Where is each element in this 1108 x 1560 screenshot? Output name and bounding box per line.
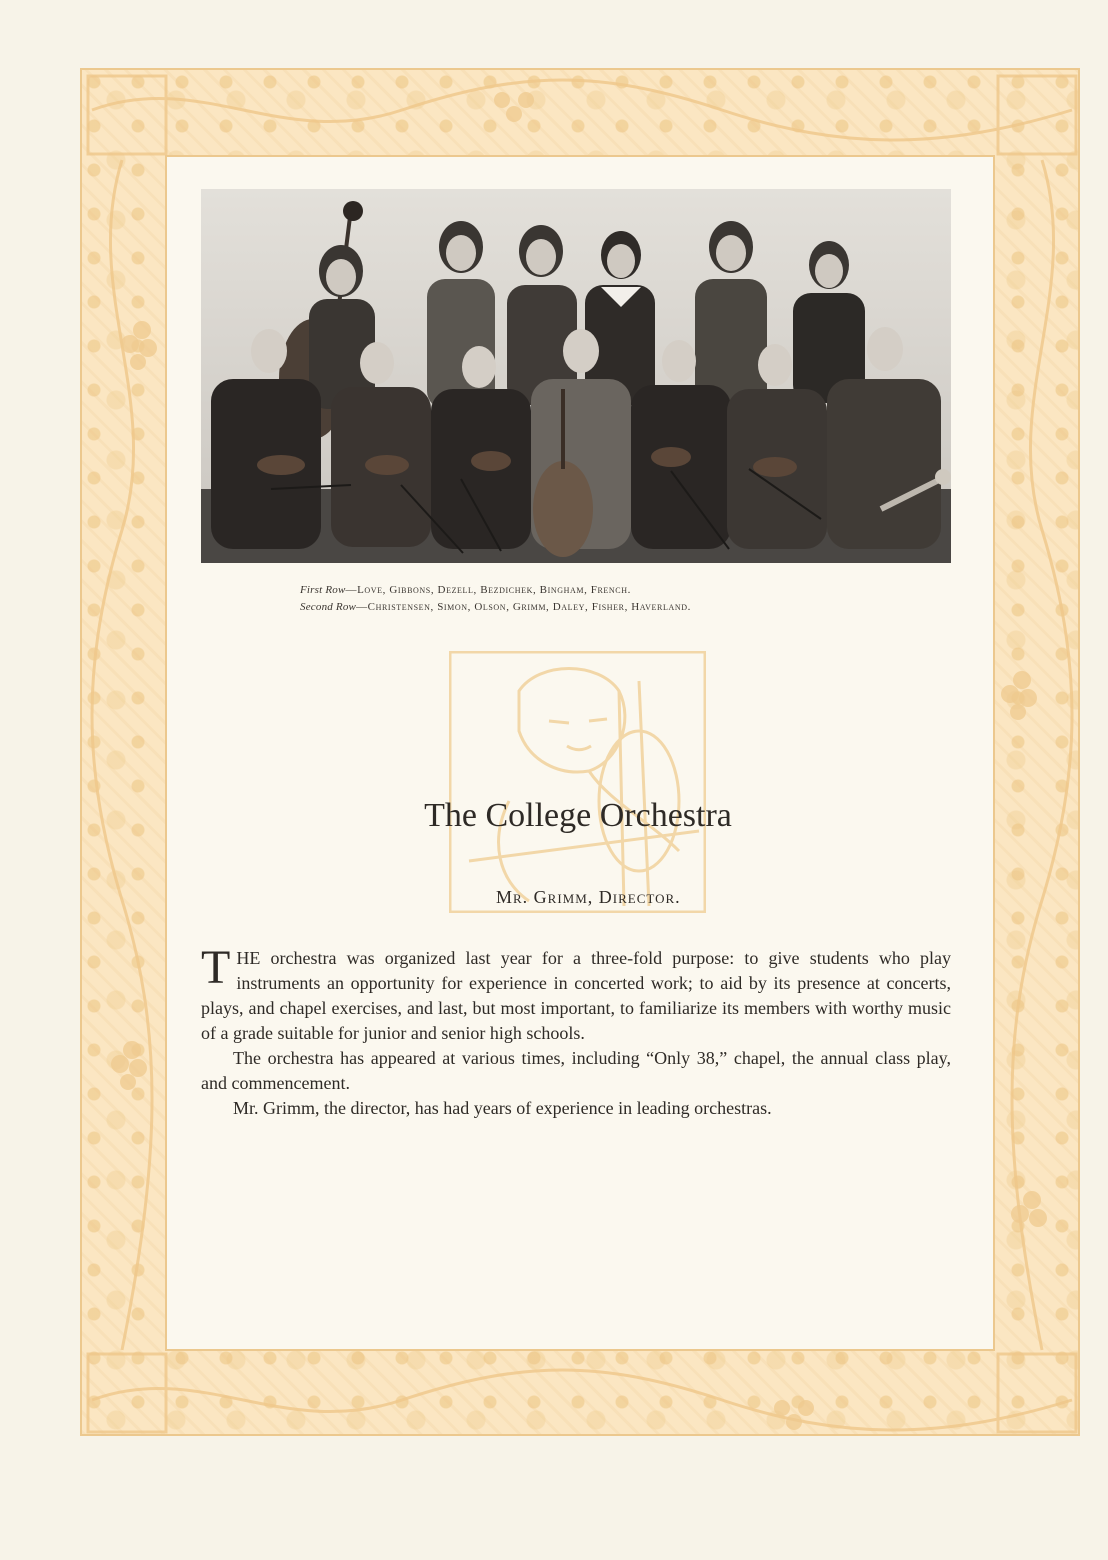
caption-row2-label: Second Row xyxy=(300,601,357,613)
orchestra-photo xyxy=(201,189,951,563)
paragraph-2: The orchestra has appeared at various times, including “Only 38,” chapel, the annual class play, and commencement. xyxy=(201,1048,951,1093)
paragraph-1 xyxy=(201,941,951,1046)
photo-caption xyxy=(300,582,860,616)
caption-first-row xyxy=(300,582,860,599)
article-body xyxy=(201,941,951,1121)
orchestra-photo-image xyxy=(201,189,951,563)
page-title: The College Orchestra xyxy=(424,797,732,834)
caption-second-row xyxy=(300,599,860,616)
caption-row1-label: First Row xyxy=(300,584,346,596)
director-line: Mr. Grimm, Director. xyxy=(496,887,681,907)
caption-row2-names: —Christensen, Simon, Olson, Grimm, Daley, Fisher, Haverland. xyxy=(356,601,691,613)
violinist-illustration xyxy=(449,651,706,913)
violinist-watermark xyxy=(449,651,706,913)
paragraph-3: Mr. Grimm, the director, has had years of experience in leading orchestras. xyxy=(233,1098,772,1118)
drop-cap: T xyxy=(201,941,231,994)
paragraph-1-text: HE orchestra was organized last year for a three-fold purpose: to give students who play instruments an opportunity for experience in concerted work; to aid by its presence at concerts, plays, and chapel exercises, and last, but most important, to familiarize its members with worthy music of a grade suitable for junior and senior high schools. xyxy=(201,948,951,1043)
caption-row1-names: —Love, Gibbons, Dezell, Bezdichek, Bingham, French. xyxy=(345,584,631,596)
